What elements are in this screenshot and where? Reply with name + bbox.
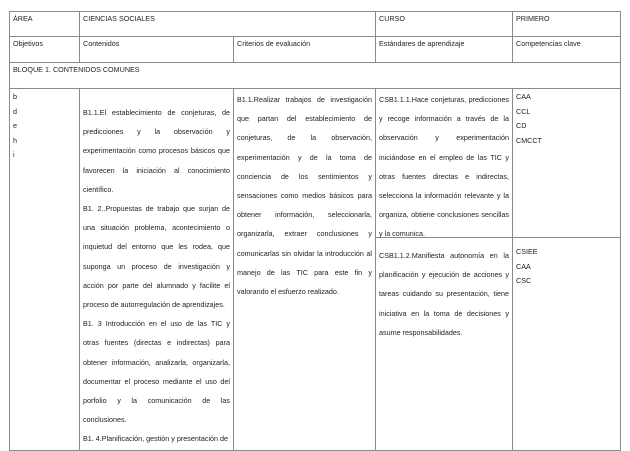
contenido-item: B1. 2..Propuestas de trabajo que surjan de una situación problema, acontecimiento o inquietud del entorno que les rodea, que suponga un proceso de investigación y acción por parte del alumnado y facilite el proceso de autorregulación de aprendizajes.: [83, 204, 230, 310]
contenido-item: B1. 3 Introducción en el uso de las TIC y otras fuentes (directas e indirectas) para obtener información, analizarla, organizarla, documentar el proceso mediante el uso del porfolio y la comunicación de las conclusiones.: [83, 319, 230, 425]
estandar-item: CSB1.1.2.Manifiesta autonomía en la planificación y ejecución de acciones y tareas cuidando su presentación, tiene iniciativa en la toma de decisiones y asume responsabilidades.: [376, 237, 512, 343]
col-objetivos: Objetivos: [10, 37, 80, 63]
area-label: ÁREA: [10, 12, 80, 37]
content-row: [10, 89, 621, 451]
contenido-item: B1. 4.Planificación, gestión y presentación de: [83, 434, 229, 444]
competencias-group: [513, 89, 620, 237]
objetivo-item: d: [13, 106, 17, 116]
competencia-item: CD: [516, 121, 527, 130]
criterios-cell: [234, 89, 376, 451]
competencia-item: CMCCT: [516, 135, 542, 145]
header-row: [10, 12, 621, 37]
objetivo-item: i: [13, 150, 15, 159]
estandar-item: CSB1.1.1.Hace conjeturas, predicciones y recoge información a través de la observación y experimentación iniciándose en el empleo de las TIC y otras fuentes directas e indirectas, selecciona la información relevante y la organiza, obtiene conclusiones sencillas y la comunica.: [379, 95, 509, 239]
competencia-item: CCL: [516, 106, 531, 116]
competencia-item: CAA: [516, 92, 531, 101]
competencia-item: CSIEE: [516, 247, 538, 256]
competencias-cell: [513, 89, 621, 451]
col-estandares: Estándares de aprendizaje: [376, 37, 513, 63]
estandares-cell: [376, 89, 513, 451]
contenidos-cell: [80, 89, 234, 451]
contenido-item: B1.1.El establecimiento de conjeturas, de predicciones y la observación y experimentación como procesos básicos que favorecen la iniciación al conocimiento científico.: [83, 108, 230, 194]
competencia-item: CAA: [516, 261, 531, 271]
curso-label: CURSO: [376, 12, 513, 37]
column-header-row: [10, 37, 621, 63]
block-row: [10, 63, 621, 89]
competencia-item: CSC: [516, 276, 532, 285]
col-competencias: Competencias clave: [513, 37, 621, 63]
competencias-group: [513, 237, 620, 290]
curriculum-table: [9, 11, 621, 451]
objetivo-item: e: [13, 121, 17, 130]
objetivos-cell: [10, 89, 80, 451]
curso-value: PRIMERO: [513, 12, 621, 37]
objetivo-item: h: [13, 135, 17, 145]
block-title: BLOQUE 1. CONTENIDOS COMUNES: [10, 63, 621, 89]
col-contenidos: Contenidos: [80, 37, 234, 63]
area-value: CIENCIAS SOCIALES: [80, 12, 376, 37]
criterio-item: B1.1.Realizar trabajos de investigación que partan del establecimiento de conjeturas, de la observación, experimentación y de la toma de conciencia de los sentimientos y sensaciones como medios básicos para obtener información, seleccionarla, organizarla, extraer conclusiones y comunicarlas sin olvidar la introducción al manejo de las TIC para este fin y valorando el esfuerzo realizado.: [237, 95, 372, 297]
col-criterios: Criterios de evaluación: [234, 37, 376, 63]
objetivo-item: b: [13, 92, 17, 101]
